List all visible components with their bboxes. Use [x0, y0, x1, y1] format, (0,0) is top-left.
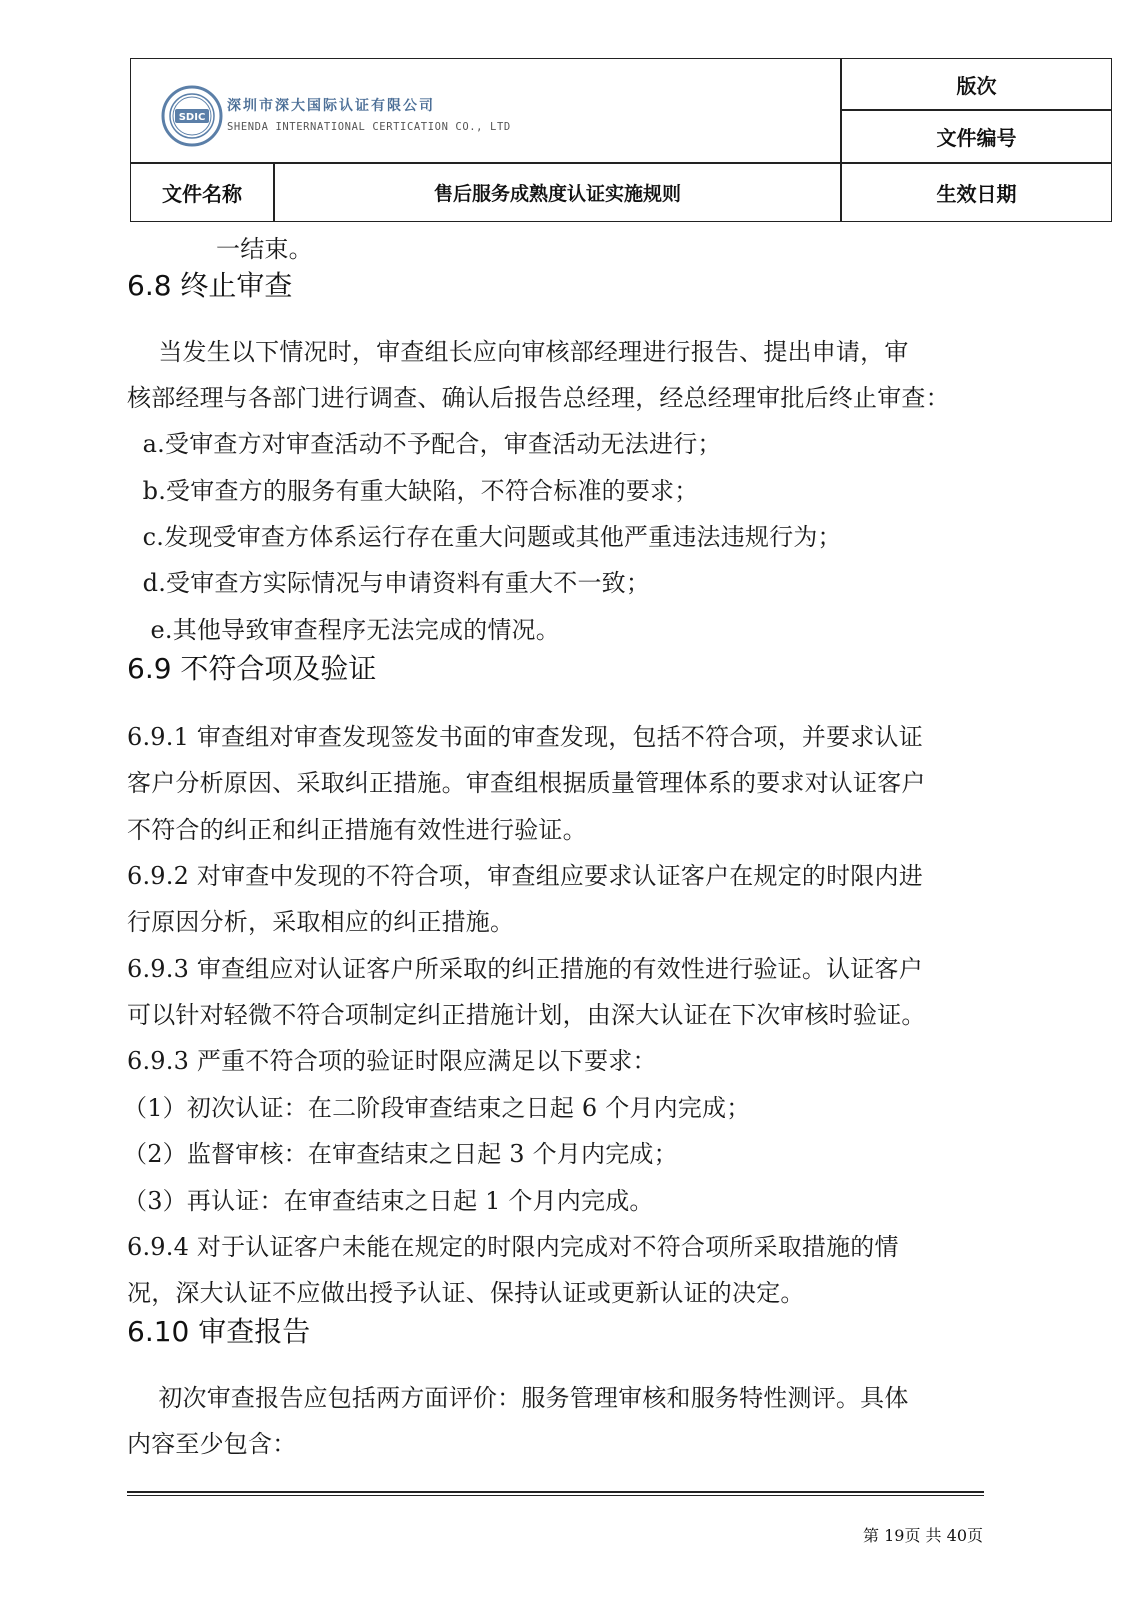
list-item: d.受审查方实际情况与申请资料有重大不一致；: [127, 569, 651, 597]
company-name-en: SHENDA INTERNATIONAL CERTICATION CO., LTD: [227, 121, 511, 133]
document-header-table: [130, 58, 1112, 222]
file-name-label: 文件名称: [162, 182, 242, 206]
paragraph-line: 一结束。: [216, 235, 313, 263]
file-name-value: 售后服务成熟度认证实施规则: [433, 183, 681, 205]
company-logo-cell: [131, 59, 840, 162]
svg-text:SDIC: SDIC: [178, 112, 206, 123]
paragraph-line: 内容至少包含：: [127, 1430, 297, 1458]
paragraph-line: 6.9.3 严重不符合项的验证时限应满足以下要求：: [127, 1047, 657, 1075]
list-item: b.受审查方的服务有重大缺陷，不符合标准的要求；: [127, 477, 699, 505]
section-heading-6-8: 6.8 终止审查: [127, 269, 293, 302]
company-seal-icon: [161, 85, 223, 147]
list-item: a.受审查方对审查活动不予配合，审查活动无法进行；: [127, 430, 722, 458]
paragraph-line: 6.9.3 审查组应对认证客户所采取的纠正措施的有效性进行验证。认证客户: [127, 955, 923, 983]
section-heading-6-10: 6.10 审查报告: [127, 1315, 311, 1348]
list-item: （2）监督审核：在审查结束之日起 3 个月内完成；: [123, 1140, 678, 1168]
effective-date-label: 生效日期: [936, 182, 1017, 206]
list-item: （3）再认证：在审查结束之日起 1 个月内完成。: [123, 1187, 654, 1215]
paragraph-line: 6.9.4 对于认证客户未能在规定的时限内完成对不符合项所采取措施的情: [127, 1233, 899, 1261]
company-logo: [161, 85, 521, 145]
version-label: 版次: [956, 73, 997, 98]
section-heading-6-9: 6.9 不符合项及验证: [127, 652, 377, 685]
doc-number-label: 文件编号: [936, 126, 1017, 150]
paragraph-line: 6.9.1 审查组对审查发现签发书面的审查发现，包括不符合项，并要求认证: [127, 723, 923, 751]
paragraph-line: 当发生以下情况时，审查组长应向审核部经理进行报告、提出申请，审: [127, 338, 909, 366]
paragraph-line: 初次审查报告应包括两方面评价：服务管理审核和服务特性测评。具体: [127, 1384, 909, 1412]
paragraph-line: 6.9.2 对审查中发现的不符合项，审查组应要求认证客户在规定的时限内进: [127, 862, 923, 890]
page-number: 第 19页 共 40页: [863, 1526, 983, 1545]
footer-rule: [127, 1491, 984, 1493]
list-item: （1）初次认证：在二阶段审查结束之日起 6 个月内完成；: [123, 1094, 751, 1122]
company-name-cn: 深圳市深大国际认证有限公司: [227, 98, 435, 114]
list-item: e.其他导致审查程序无法完成的情况。: [127, 616, 560, 644]
list-item: c.发现受审查方体系运行存在重大问题或其他严重违法违规行为；: [127, 523, 842, 551]
paragraph-line: 核部经理与各部门进行调查、确认后报告总经理，经总经理审批后终止审查：: [127, 384, 950, 412]
paragraph-line: 可以针对轻微不符合项制定纠正措施计划，由深大认证在下次审核时验证。: [127, 1001, 926, 1029]
paragraph-line: 不符合的纠正和纠正措施有效性进行验证。: [127, 816, 587, 844]
paragraph-line: 况，深大认证不应做出授予认证、保持认证或更新认证的决定。: [127, 1279, 805, 1307]
paragraph-line: 行原因分析，采取相应的纠正措施。: [127, 908, 515, 936]
paragraph-line: 客户分析原因、采取纠正措施。审查组根据质量管理体系的要求对认证客户: [127, 769, 926, 797]
footer-rule: [127, 1495, 984, 1496]
